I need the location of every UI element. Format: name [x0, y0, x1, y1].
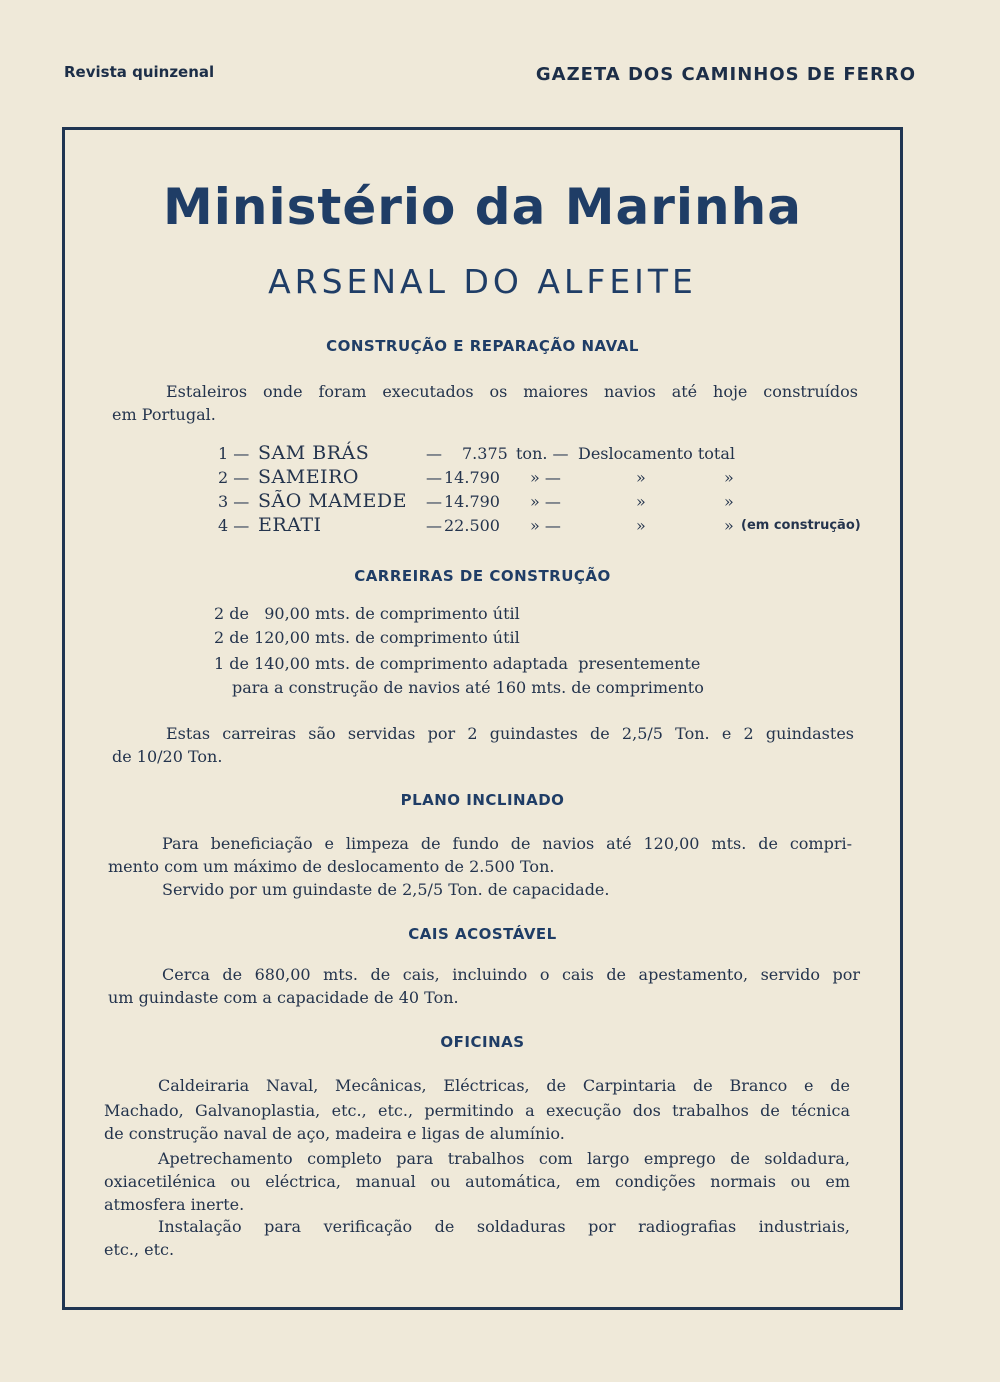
ship-number: 2 — — [218, 468, 250, 487]
carreiras-para-line2: de 10/20 Ton. — [112, 747, 223, 766]
oficinas-p1-line3: de construção naval de aço, madeira e ligas de alumínio. — [104, 1124, 565, 1143]
ship-unit: » — — [530, 516, 561, 535]
section-heading-carreiras: CARREIRAS DE CONSTRUÇÃO — [354, 567, 611, 585]
plano-line1: Para beneficiação e limpeza de fundo de navios até 120,00 mts. de compri- — [162, 834, 852, 853]
carreira-line: para a construção de navios até 160 mts. de comprimento — [232, 678, 704, 697]
ship-name: SAM BRÁS — [258, 442, 370, 464]
oficinas-p2-line3: atmosfera inerte. — [104, 1195, 245, 1214]
construcao-intro-line2: em Portugal. — [112, 405, 216, 424]
oficinas-p3-line1: Instalação para verificação de soldaduras por radiografias industriais, — [158, 1217, 850, 1236]
plano-line3: Servido por um guindaste de 2,5/5 Ton. de capacidade. — [162, 880, 610, 899]
magazine-title: GAZETA DOS CAMINHOS DE FERRO — [535, 64, 916, 85]
ship-tonnage: 22.500 — [444, 516, 500, 535]
oficinas-p3-line2: etc., etc. — [104, 1240, 175, 1259]
ship-dash: — — [426, 444, 442, 463]
plano-line2: mento com um máximo de deslocamento de 2.500 Ton. — [108, 857, 555, 876]
ship-number: 3 — — [218, 492, 250, 511]
section-heading-plano: PLANO INCLINADO — [400, 791, 565, 809]
ship-name: SAMEIRO — [258, 466, 359, 488]
ship-unit: » — — [530, 492, 561, 511]
ship-dash: — — [426, 516, 442, 535]
ad-title: Ministério da Marinha — [163, 178, 802, 236]
ship-dash: — — [426, 468, 442, 487]
carreira-line: 1 de 140,00 mts. de comprimento adaptada presentemente — [214, 654, 701, 673]
carreira-line: 2 de 120,00 mts. de comprimento útil — [214, 628, 520, 647]
magazine-frequency: Revista quinzenal — [64, 63, 215, 81]
construcao-intro-line1: Estaleiros onde foram executados os maiores navios até hoje construídos — [166, 382, 858, 401]
ship-tonnage: 14.790 — [444, 468, 500, 487]
cais-line1: Cerca de 680,00 mts. de cais, incluindo o cais de apestamento, servido por — [162, 965, 860, 984]
oficinas-p1-line2: Machado, Galvanoplastia, etc., etc., permitindo a execução dos trabalhos de técnica — [104, 1101, 850, 1120]
ship-tonnage: 14.790 — [444, 492, 500, 511]
ship-dash: — — [426, 492, 442, 511]
ship-ditto: » — [724, 492, 734, 511]
ship-note: (em construção) — [741, 518, 861, 533]
section-heading-cais: CAIS ACOSTÁVEL — [408, 925, 557, 943]
ship-tonnage: 7.375 — [462, 444, 508, 463]
carreira-line: 2 de 90,00 mts. de comprimento útil — [214, 604, 520, 623]
ship-unit: ton. — — [516, 444, 569, 463]
ship-ditto: » — [636, 492, 646, 511]
ad-subtitle: ARSENAL DO ALFEITE — [268, 262, 697, 301]
ship-description: Deslocamento total — [578, 444, 735, 463]
ship-ditto: » — [724, 516, 734, 535]
ship-ditto: » — [636, 468, 646, 487]
cais-line2: um guindaste com a capacidade de 40 Ton. — [108, 988, 459, 1007]
oficinas-p2-line2: oxiacetilénica ou eléctrica, manual ou automática, em condições normais ou em — [104, 1172, 850, 1191]
oficinas-p1-line1: Caldeiraria Naval, Mecânicas, Eléctricas, de Carpintaria de Branco e de — [158, 1076, 850, 1095]
ship-unit: » — — [530, 468, 561, 487]
section-heading-construcao: CONSTRUÇÃO E REPARAÇÃO NAVAL — [326, 337, 639, 355]
ship-ditto: » — [636, 516, 646, 535]
ship-name: ERATI — [258, 514, 322, 536]
ship-name: SÃO MAMEDE — [258, 490, 407, 512]
ship-number: 4 — — [218, 516, 250, 535]
carreiras-para-line1: Estas carreiras são servidas por 2 guindastes de 2,5/5 Ton. e 2 guindastes — [166, 724, 854, 743]
oficinas-p2-line1: Apetrechamento completo para trabalhos com largo emprego de soldadura, — [158, 1149, 850, 1168]
ship-number: 1 — — [218, 444, 250, 463]
ship-ditto: » — [724, 468, 734, 487]
section-heading-oficinas: OFICINAS — [440, 1033, 525, 1051]
